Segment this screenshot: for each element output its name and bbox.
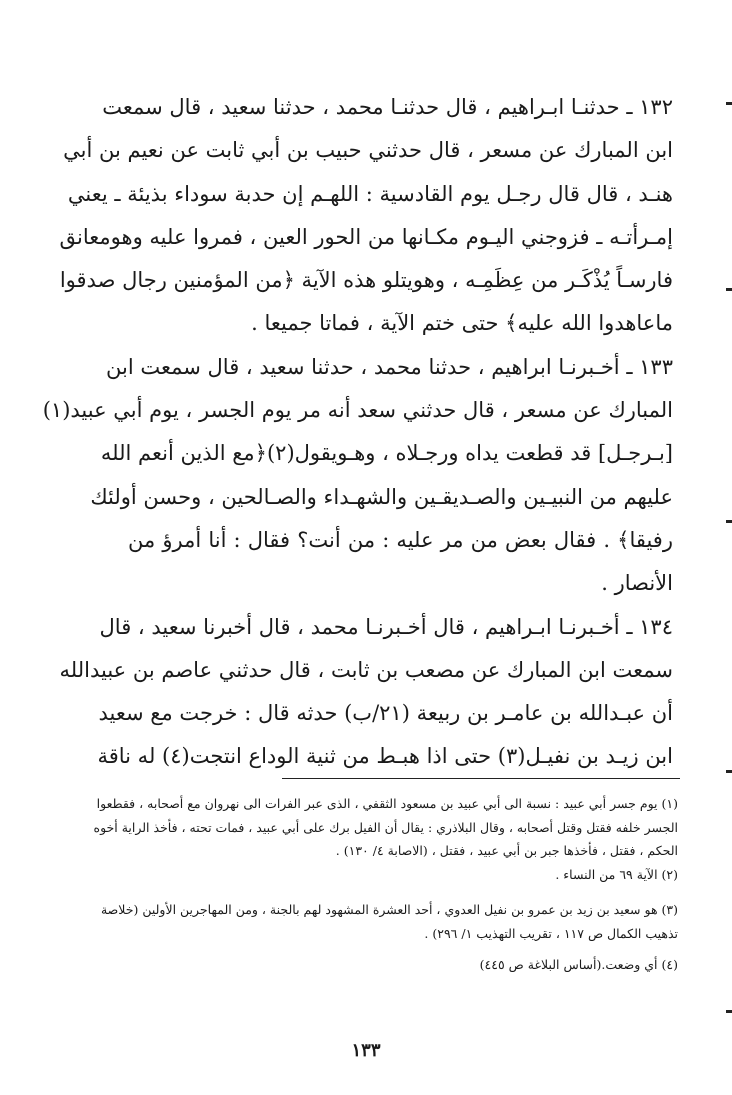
text-line: ماعاهدوا الله عليه﴾ حتى ختم الآية ، فماتا جميعا . xyxy=(251,311,673,336)
footnote-line: (٢) الآية ٦٩ من النساء . xyxy=(555,866,678,882)
margin-tick xyxy=(726,288,732,291)
text-line: عليهم من النبيـين والصـديقـين والشهـداء والصـالحين ، وحسن أولئك xyxy=(90,484,673,509)
footnote-1 xyxy=(93,792,678,863)
footnote-line: (٤) أي وضعت.(أساس البلاغة ص ٤٤٥) xyxy=(479,957,678,972)
footnote-line: (٣) هو سعيد بن زيد بن عمرو بن نفيل العدوي ، أحد العشرة المشهود لهم بالجنة ، ومن المهاجرين الأولين (خلاصة xyxy=(100,902,678,917)
main-text-body xyxy=(42,86,673,779)
text-line: أن عبـدالله بن عامـر بن ربيعة (٢١/ب) حدثه قال : خرجت مع سعيد xyxy=(98,701,673,726)
text-line: [بـرجـل] قد قطعت يداه ورجـلاه ، وهـويقول(٢)﴿مع الذين أنعم الله xyxy=(100,441,673,466)
footnote-divider xyxy=(282,778,680,779)
text-line: سمعت ابن المبارك عن مصعب بن ثابت ، قال حدثني عاصم بن عبيدالله xyxy=(59,657,673,682)
text-line: المبارك عن مسعر ، قال حدثني سعد أنه مر يوم الجسر ، يوم أبي عبيد(١) xyxy=(42,398,673,423)
text-line: ابن زيـد بن نفيـل(٣) حتى اذا هبـط من ثنية الوداع انتجت(٤) له ناقة xyxy=(97,744,673,769)
margin-tick xyxy=(726,520,732,523)
text-line: ١٣٤ ـ أخـبرنـا ابـراهيم ، قال أخـبرنـا محمد ، قال أخبرنا سعيد ، قال xyxy=(99,614,673,639)
text-line: هنـد ، قال قال رجـل يوم القادسية : اللهـم إن حدبة سوداء بذيئة ـ يعني xyxy=(67,181,673,206)
footnote-4 xyxy=(113,953,678,977)
footnote-3 xyxy=(100,898,678,945)
margin-tick xyxy=(726,102,732,105)
margin-tick xyxy=(726,1010,732,1013)
text-line: ابن المبارك عن مسعر ، قال حدثني حبيب بن أبي ثابت عن نعيم بن أبي xyxy=(63,138,673,163)
text-line: فارسـاً يُذْكَـر من عِظَمِـه ، وهويتلو هذه الآية ﴿من المؤمنين رجال صدقوا xyxy=(59,268,673,293)
text-line: ١٣٢ ـ حدثنـا ابـراهيم ، قال حدثنـا محمد ، حدثنا سعيد ، قال سمعت xyxy=(102,95,673,119)
footnote-2 xyxy=(113,863,678,887)
text-line: الأنصار . xyxy=(601,571,673,596)
footnote-line: الحكم ، فقتل ، فأخذها جبر بن أبي عبيد ، فقتل ، (الاصابة ٤/ ١٣٠) . xyxy=(335,843,678,858)
page-number: ١٣٣ xyxy=(351,1040,381,1061)
text-line: إمـرأتـه ـ فزوجني اليـوم مكـانها من الحور العين ، فمروا عليه وهومعانق xyxy=(59,224,673,249)
footnote-line: (١) يوم جسر أبي عبيد : نسبة الى أبي عبيد بن مسعود الثقفي ، الذى عبر الفرات الى نهروان مع أصحابه ، فقطعوا xyxy=(96,796,678,811)
footnote-line: الجسر خلفه فقتل وقتل أصحابه ، وقال البلاذري : يقال أن الفيل برك على أبي عبيد ، فمات تحته ، فأخذ الراية أخوه xyxy=(93,819,678,835)
footnotes xyxy=(93,792,678,977)
footnote-line: تذهيب الكمال ص ١١٧ ، تقريب التهذيب ١/ ٢٩٦) . xyxy=(424,925,678,941)
text-line: رفيقا﴾ . فقال بعض من مر عليه : من أنت؟ فقال : أنا أمرؤ من xyxy=(128,527,673,552)
text-line: ١٣٣ ـ أخـبرنـا ابراهيم ، حدثنا محمد ، حدثنا سعيد ، قال سمعت ابن xyxy=(106,354,673,379)
margin-tick xyxy=(726,770,732,773)
